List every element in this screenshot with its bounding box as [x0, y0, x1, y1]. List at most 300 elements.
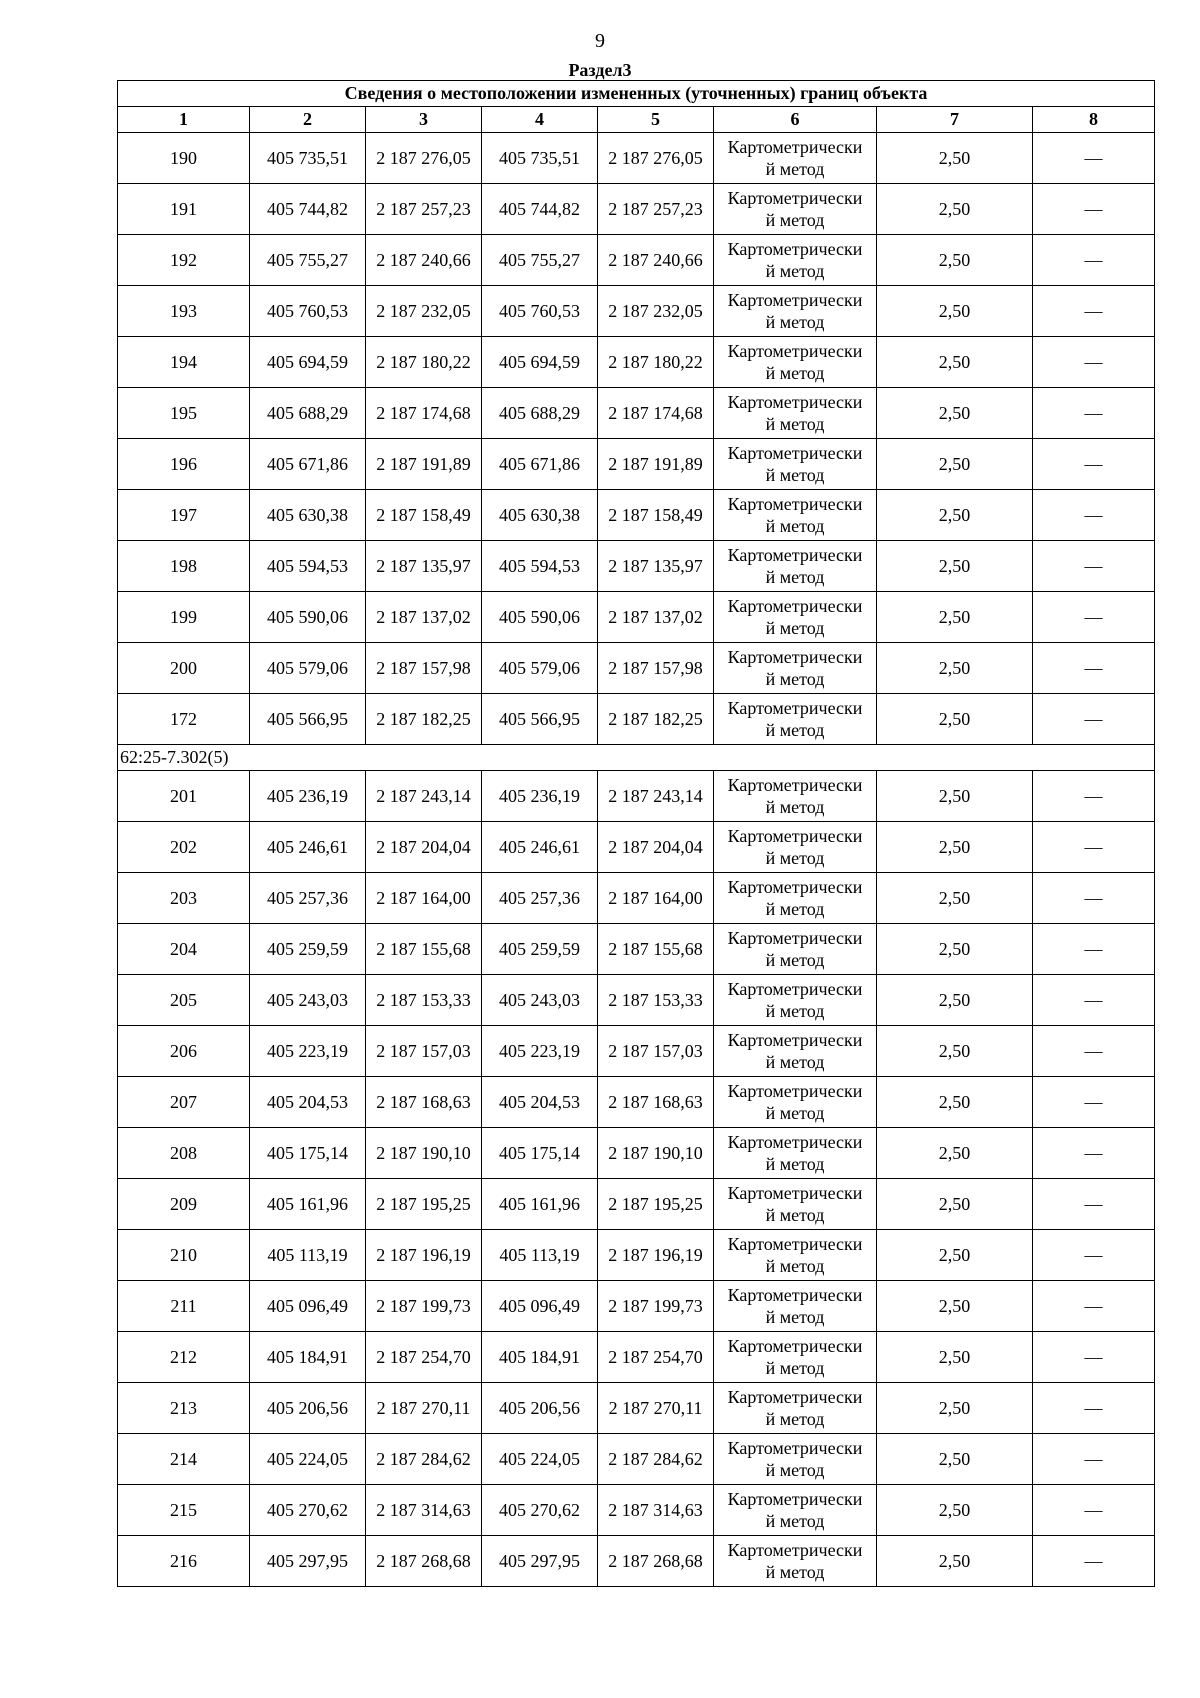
y-existing-cell: 2 187 158,49: [366, 490, 482, 541]
method-text-line: й метод: [765, 363, 825, 383]
method-text-line: Картометрически: [727, 443, 863, 463]
x-existing-cell: 405 257,36: [250, 873, 366, 924]
point-number-cell: 198: [118, 541, 250, 592]
y-existing-cell: 2 187 257,23: [366, 184, 482, 235]
section-title: Раздел3: [568, 60, 632, 80]
table-body: [118, 133, 1155, 1587]
method-text-line: Картометрически: [727, 239, 863, 259]
table-row: [118, 235, 1155, 286]
x-refined-cell: 405 184,91: [482, 1332, 598, 1383]
x-existing-cell: 405 297,95: [250, 1536, 366, 1587]
table-row: [118, 771, 1155, 822]
x-refined-cell: 405 630,38: [482, 490, 598, 541]
description-cell: —: [1033, 184, 1155, 235]
method-cell: [714, 1434, 877, 1485]
y-refined-cell: 2 187 195,25: [598, 1179, 714, 1230]
y-refined-cell: 2 187 155,68: [598, 924, 714, 975]
y-existing-cell: 2 187 314,63: [366, 1485, 482, 1536]
description-cell: —: [1033, 643, 1155, 694]
y-existing-cell: 2 187 190,10: [366, 1128, 482, 1179]
accuracy-cell: 2,50: [877, 1485, 1033, 1536]
description-cell: —: [1033, 1281, 1155, 1332]
method-cell: [714, 592, 877, 643]
y-existing-cell: 2 187 191,89: [366, 439, 482, 490]
method-text-line: й метод: [765, 567, 825, 587]
table-row: [118, 1179, 1155, 1230]
description-cell: —: [1033, 1332, 1155, 1383]
y-refined-cell: 2 187 270,11: [598, 1383, 714, 1434]
method-text-line: й метод: [765, 312, 825, 332]
point-number-cell: 204: [118, 924, 250, 975]
table-row: [118, 439, 1155, 490]
y-refined-cell: 2 187 164,00: [598, 873, 714, 924]
method-cell: [714, 1332, 877, 1383]
description-cell: —: [1033, 873, 1155, 924]
table-row: [118, 286, 1155, 337]
x-refined-cell: 405 579,06: [482, 643, 598, 694]
point-number-cell: 172: [118, 694, 250, 745]
x-existing-cell: 405 236,19: [250, 771, 366, 822]
method-cell: [714, 1128, 877, 1179]
method-text-line: Картометрически: [727, 545, 863, 565]
method-text-line: й метод: [765, 618, 825, 638]
table-row: [118, 1434, 1155, 1485]
y-refined-cell: 2 187 243,14: [598, 771, 714, 822]
y-refined-cell: 2 187 199,73: [598, 1281, 714, 1332]
x-refined-cell: 405 224,05: [482, 1434, 598, 1485]
column-number: 1: [118, 107, 250, 133]
y-refined-cell: 2 187 190,10: [598, 1128, 714, 1179]
accuracy-cell: 2,50: [877, 184, 1033, 235]
method-cell: [714, 541, 877, 592]
x-refined-cell: 405 204,53: [482, 1077, 598, 1128]
y-existing-cell: 2 187 168,63: [366, 1077, 482, 1128]
method-cell: [714, 133, 877, 184]
table-row: [118, 490, 1155, 541]
y-refined-cell: 2 187 135,97: [598, 541, 714, 592]
x-existing-cell: 405 223,19: [250, 1026, 366, 1077]
x-refined-cell: 405 243,03: [482, 975, 598, 1026]
x-existing-cell: 405 760,53: [250, 286, 366, 337]
method-text-line: Картометрически: [727, 979, 863, 999]
point-number-cell: 205: [118, 975, 250, 1026]
x-existing-cell: 405 590,06: [250, 592, 366, 643]
x-existing-cell: 405 175,14: [250, 1128, 366, 1179]
method-text-line: Картометрически: [727, 1081, 863, 1101]
description-cell: —: [1033, 1383, 1155, 1434]
y-refined-cell: 2 187 314,63: [598, 1485, 714, 1536]
x-refined-cell: 405 161,96: [482, 1179, 598, 1230]
method-text-line: Картометрически: [727, 1438, 863, 1458]
accuracy-cell: 2,50: [877, 133, 1033, 184]
method-text-line: Картометрически: [727, 494, 863, 514]
accuracy-cell: 2,50: [877, 771, 1033, 822]
accuracy-cell: 2,50: [877, 439, 1033, 490]
table-row: [118, 822, 1155, 873]
method-cell: [714, 184, 877, 235]
method-text-line: Картометрически: [727, 647, 863, 667]
description-cell: —: [1033, 439, 1155, 490]
method-text-line: й метод: [765, 1205, 825, 1225]
accuracy-cell: 2,50: [877, 1077, 1033, 1128]
boundary-coordinates-table: [117, 80, 1155, 1587]
point-number-cell: 208: [118, 1128, 250, 1179]
method-text-line: й метод: [765, 720, 825, 740]
point-number-cell: 215: [118, 1485, 250, 1536]
x-refined-cell: 405 735,51: [482, 133, 598, 184]
method-cell: [714, 1026, 877, 1077]
description-cell: —: [1033, 235, 1155, 286]
method-text-line: й метод: [765, 1052, 825, 1072]
x-existing-cell: 405 113,19: [250, 1230, 366, 1281]
accuracy-cell: 2,50: [877, 1383, 1033, 1434]
table-row: [118, 592, 1155, 643]
y-refined-cell: 2 187 254,70: [598, 1332, 714, 1383]
table-row: [118, 1485, 1155, 1536]
y-existing-cell: 2 187 164,00: [366, 873, 482, 924]
method-text-line: й метод: [765, 669, 825, 689]
accuracy-cell: 2,50: [877, 286, 1033, 337]
method-cell: [714, 439, 877, 490]
description-cell: —: [1033, 133, 1155, 184]
table-row: [118, 1332, 1155, 1383]
y-refined-cell: 2 187 158,49: [598, 490, 714, 541]
table-row: [118, 1383, 1155, 1434]
accuracy-cell: 2,50: [877, 924, 1033, 975]
y-refined-cell: 2 187 137,02: [598, 592, 714, 643]
method-text-line: Картометрически: [727, 1234, 863, 1254]
method-cell: [714, 643, 877, 694]
column-number: 2: [250, 107, 366, 133]
method-cell: [714, 490, 877, 541]
accuracy-cell: 2,50: [877, 873, 1033, 924]
method-cell: [714, 1230, 877, 1281]
x-refined-cell: 405 688,29: [482, 388, 598, 439]
method-text-line: й метод: [765, 1154, 825, 1174]
accuracy-cell: 2,50: [877, 1281, 1033, 1332]
point-number-cell: 211: [118, 1281, 250, 1332]
x-refined-cell: 405 175,14: [482, 1128, 598, 1179]
x-refined-cell: 405 113,19: [482, 1230, 598, 1281]
y-refined-cell: 2 187 204,04: [598, 822, 714, 873]
method-text-line: й метод: [765, 1256, 825, 1276]
accuracy-cell: 2,50: [877, 1536, 1033, 1587]
y-existing-cell: 2 187 232,05: [366, 286, 482, 337]
table-row: [118, 1128, 1155, 1179]
y-existing-cell: 2 187 153,33: [366, 975, 482, 1026]
method-cell: [714, 337, 877, 388]
x-refined-cell: 405 594,53: [482, 541, 598, 592]
table-row: [118, 924, 1155, 975]
x-refined-cell: 405 096,49: [482, 1281, 598, 1332]
method-text-line: Картометрически: [727, 775, 863, 795]
point-number-cell: 203: [118, 873, 250, 924]
point-number-cell: 202: [118, 822, 250, 873]
method-text-line: й метод: [765, 1103, 825, 1123]
x-existing-cell: 405 735,51: [250, 133, 366, 184]
table-row: [118, 541, 1155, 592]
y-refined-cell: 2 187 240,66: [598, 235, 714, 286]
method-text-line: й метод: [765, 1460, 825, 1480]
method-text-line: Картометрически: [727, 928, 863, 948]
y-refined-cell: 2 187 196,19: [598, 1230, 714, 1281]
accuracy-cell: 2,50: [877, 1128, 1033, 1179]
point-number-cell: 196: [118, 439, 250, 490]
accuracy-cell: 2,50: [877, 337, 1033, 388]
x-refined-cell: 405 297,95: [482, 1536, 598, 1587]
accuracy-cell: 2,50: [877, 1230, 1033, 1281]
method-text-line: Картометрически: [727, 1336, 863, 1356]
y-existing-cell: 2 187 240,66: [366, 235, 482, 286]
column-number-row: [118, 107, 1155, 133]
description-cell: —: [1033, 388, 1155, 439]
y-refined-cell: 2 187 191,89: [598, 439, 714, 490]
point-number-cell: 207: [118, 1077, 250, 1128]
method-text-line: Картометрически: [727, 826, 863, 846]
y-refined-cell: 2 187 157,98: [598, 643, 714, 694]
method-text-line: й метод: [765, 848, 825, 868]
column-number: 8: [1033, 107, 1155, 133]
y-existing-cell: 2 187 199,73: [366, 1281, 482, 1332]
y-refined-cell: 2 187 232,05: [598, 286, 714, 337]
y-existing-cell: 2 187 243,14: [366, 771, 482, 822]
point-number-cell: 192: [118, 235, 250, 286]
y-refined-cell: 2 187 174,68: [598, 388, 714, 439]
method-cell: [714, 924, 877, 975]
x-existing-cell: 405 270,62: [250, 1485, 366, 1536]
y-refined-cell: 2 187 157,03: [598, 1026, 714, 1077]
description-cell: —: [1033, 1026, 1155, 1077]
method-text-line: й метод: [765, 1001, 825, 1021]
description-cell: —: [1033, 924, 1155, 975]
accuracy-cell: 2,50: [877, 592, 1033, 643]
accuracy-cell: 2,50: [877, 235, 1033, 286]
point-number-cell: 195: [118, 388, 250, 439]
method-text-line: й метод: [765, 414, 825, 434]
accuracy-cell: 2,50: [877, 541, 1033, 592]
x-existing-cell: 405 206,56: [250, 1383, 366, 1434]
accuracy-cell: 2,50: [877, 388, 1033, 439]
method-cell: [714, 694, 877, 745]
x-existing-cell: 405 161,96: [250, 1179, 366, 1230]
method-text-line: Картометрически: [727, 392, 863, 412]
method-cell: [714, 388, 877, 439]
table-row: [118, 184, 1155, 235]
x-refined-cell: 405 206,56: [482, 1383, 598, 1434]
method-text-line: Картометрически: [727, 1489, 863, 1509]
y-existing-cell: 2 187 174,68: [366, 388, 482, 439]
method-text-line: Картометрически: [727, 1285, 863, 1305]
x-existing-cell: 405 224,05: [250, 1434, 366, 1485]
point-number-cell: 190: [118, 133, 250, 184]
description-cell: —: [1033, 1434, 1155, 1485]
y-existing-cell: 2 187 254,70: [366, 1332, 482, 1383]
method-cell: [714, 975, 877, 1026]
x-existing-cell: 405 243,03: [250, 975, 366, 1026]
description-cell: —: [1033, 975, 1155, 1026]
method-cell: [714, 235, 877, 286]
method-text-line: й метод: [765, 1511, 825, 1531]
method-cell: [714, 1077, 877, 1128]
method-cell: [714, 286, 877, 337]
x-existing-cell: 405 184,91: [250, 1332, 366, 1383]
description-cell: —: [1033, 490, 1155, 541]
column-number: 4: [482, 107, 598, 133]
table-row: [118, 133, 1155, 184]
x-refined-cell: 405 590,06: [482, 592, 598, 643]
y-existing-cell: 2 187 157,98: [366, 643, 482, 694]
table-row: [118, 643, 1155, 694]
x-existing-cell: 405 671,86: [250, 439, 366, 490]
method-cell: [714, 1383, 877, 1434]
method-text-line: Картометрически: [727, 698, 863, 718]
accuracy-cell: 2,50: [877, 1179, 1033, 1230]
description-cell: —: [1033, 1230, 1155, 1281]
description-cell: —: [1033, 541, 1155, 592]
method-text-line: й метод: [765, 1562, 825, 1582]
method-text-line: й метод: [765, 159, 825, 179]
method-text-line: й метод: [765, 1358, 825, 1378]
y-refined-cell: 2 187 153,33: [598, 975, 714, 1026]
point-number-cell: 193: [118, 286, 250, 337]
method-text-line: й метод: [765, 950, 825, 970]
x-existing-cell: 405 755,27: [250, 235, 366, 286]
description-cell: —: [1033, 337, 1155, 388]
y-existing-cell: 2 187 204,04: [366, 822, 482, 873]
description-cell: —: [1033, 1179, 1155, 1230]
y-existing-cell: 2 187 195,25: [366, 1179, 482, 1230]
accuracy-cell: 2,50: [877, 694, 1033, 745]
description-cell: —: [1033, 822, 1155, 873]
method-text-line: Картометрически: [727, 137, 863, 157]
column-number: 5: [598, 107, 714, 133]
accuracy-cell: 2,50: [877, 975, 1033, 1026]
method-text-line: й метод: [765, 1409, 825, 1429]
method-text-line: Картометрически: [727, 1030, 863, 1050]
y-existing-cell: 2 187 276,05: [366, 133, 482, 184]
method-text-line: Картометрически: [727, 1387, 863, 1407]
x-refined-cell: 405 694,59: [482, 337, 598, 388]
method-cell: [714, 771, 877, 822]
column-number: 3: [366, 107, 482, 133]
method-text-line: й метод: [765, 899, 825, 919]
x-existing-cell: 405 096,49: [250, 1281, 366, 1332]
x-refined-cell: 405 671,86: [482, 439, 598, 490]
accuracy-cell: 2,50: [877, 490, 1033, 541]
method-text-line: й метод: [765, 797, 825, 817]
x-refined-cell: 405 760,53: [482, 286, 598, 337]
x-existing-cell: 405 630,38: [250, 490, 366, 541]
parcel-header-row: [118, 745, 1155, 771]
method-text-line: Картометрически: [727, 188, 863, 208]
x-refined-cell: 405 259,59: [482, 924, 598, 975]
x-existing-cell: 405 694,59: [250, 337, 366, 388]
y-existing-cell: 2 187 157,03: [366, 1026, 482, 1077]
method-text-line: й метод: [765, 516, 825, 536]
point-number-cell: 212: [118, 1332, 250, 1383]
description-cell: —: [1033, 694, 1155, 745]
table-row: [118, 1230, 1155, 1281]
x-existing-cell: 405 594,53: [250, 541, 366, 592]
point-number-cell: 213: [118, 1383, 250, 1434]
method-text-line: й метод: [765, 261, 825, 281]
x-refined-cell: 405 246,61: [482, 822, 598, 873]
y-existing-cell: 2 187 137,02: [366, 592, 482, 643]
x-refined-cell: 405 755,27: [482, 235, 598, 286]
x-refined-cell: 405 236,19: [482, 771, 598, 822]
description-cell: —: [1033, 771, 1155, 822]
x-refined-cell: 405 566,95: [482, 694, 598, 745]
method-text-line: й метод: [765, 210, 825, 230]
accuracy-cell: 2,50: [877, 643, 1033, 694]
method-text-line: Картометрически: [727, 596, 863, 616]
table-row: [118, 873, 1155, 924]
y-refined-cell: 2 187 180,22: [598, 337, 714, 388]
point-number-cell: 206: [118, 1026, 250, 1077]
x-refined-cell: 405 270,62: [482, 1485, 598, 1536]
table-row: [118, 337, 1155, 388]
table-row: [118, 388, 1155, 439]
x-refined-cell: 405 223,19: [482, 1026, 598, 1077]
method-text-line: Картометрически: [727, 341, 863, 361]
y-existing-cell: 2 187 270,11: [366, 1383, 482, 1434]
method-text-line: Картометрически: [727, 1183, 863, 1203]
column-number: 6: [714, 107, 877, 133]
method-cell: [714, 1179, 877, 1230]
accuracy-cell: 2,50: [877, 1332, 1033, 1383]
description-cell: —: [1033, 1128, 1155, 1179]
point-number-cell: 194: [118, 337, 250, 388]
method-text-line: Картометрически: [727, 290, 863, 310]
y-existing-cell: 2 187 180,22: [366, 337, 482, 388]
description-cell: —: [1033, 1485, 1155, 1536]
x-existing-cell: 405 204,53: [250, 1077, 366, 1128]
x-existing-cell: 405 246,61: [250, 822, 366, 873]
page-number: 9: [595, 30, 605, 52]
x-refined-cell: 405 744,82: [482, 184, 598, 235]
y-existing-cell: 2 187 268,68: [366, 1536, 482, 1587]
y-refined-cell: 2 187 268,68: [598, 1536, 714, 1587]
point-number-cell: 197: [118, 490, 250, 541]
y-existing-cell: 2 187 182,25: [366, 694, 482, 745]
accuracy-cell: 2,50: [877, 822, 1033, 873]
point-number-cell: 216: [118, 1536, 250, 1587]
y-refined-cell: 2 187 257,23: [598, 184, 714, 235]
table-row: [118, 1536, 1155, 1587]
method-text-line: Картометрически: [727, 1540, 863, 1560]
description-cell: —: [1033, 592, 1155, 643]
table-row: [118, 1281, 1155, 1332]
x-existing-cell: 405 688,29: [250, 388, 366, 439]
method-cell: [714, 822, 877, 873]
column-number: 7: [877, 107, 1033, 133]
table-caption: Сведения о местоположении измененных (уточненных) границ объекта: [118, 81, 1155, 107]
table-row: [118, 1026, 1155, 1077]
x-existing-cell: 405 566,95: [250, 694, 366, 745]
x-existing-cell: 405 744,82: [250, 184, 366, 235]
accuracy-cell: 2,50: [877, 1434, 1033, 1485]
method-cell: [714, 1485, 877, 1536]
x-existing-cell: 405 259,59: [250, 924, 366, 975]
point-number-cell: 200: [118, 643, 250, 694]
description-cell: —: [1033, 1536, 1155, 1587]
point-number-cell: 209: [118, 1179, 250, 1230]
y-refined-cell: 2 187 284,62: [598, 1434, 714, 1485]
table-row: [118, 1077, 1155, 1128]
point-number-cell: 214: [118, 1434, 250, 1485]
point-number-cell: 191: [118, 184, 250, 235]
y-existing-cell: 2 187 284,62: [366, 1434, 482, 1485]
